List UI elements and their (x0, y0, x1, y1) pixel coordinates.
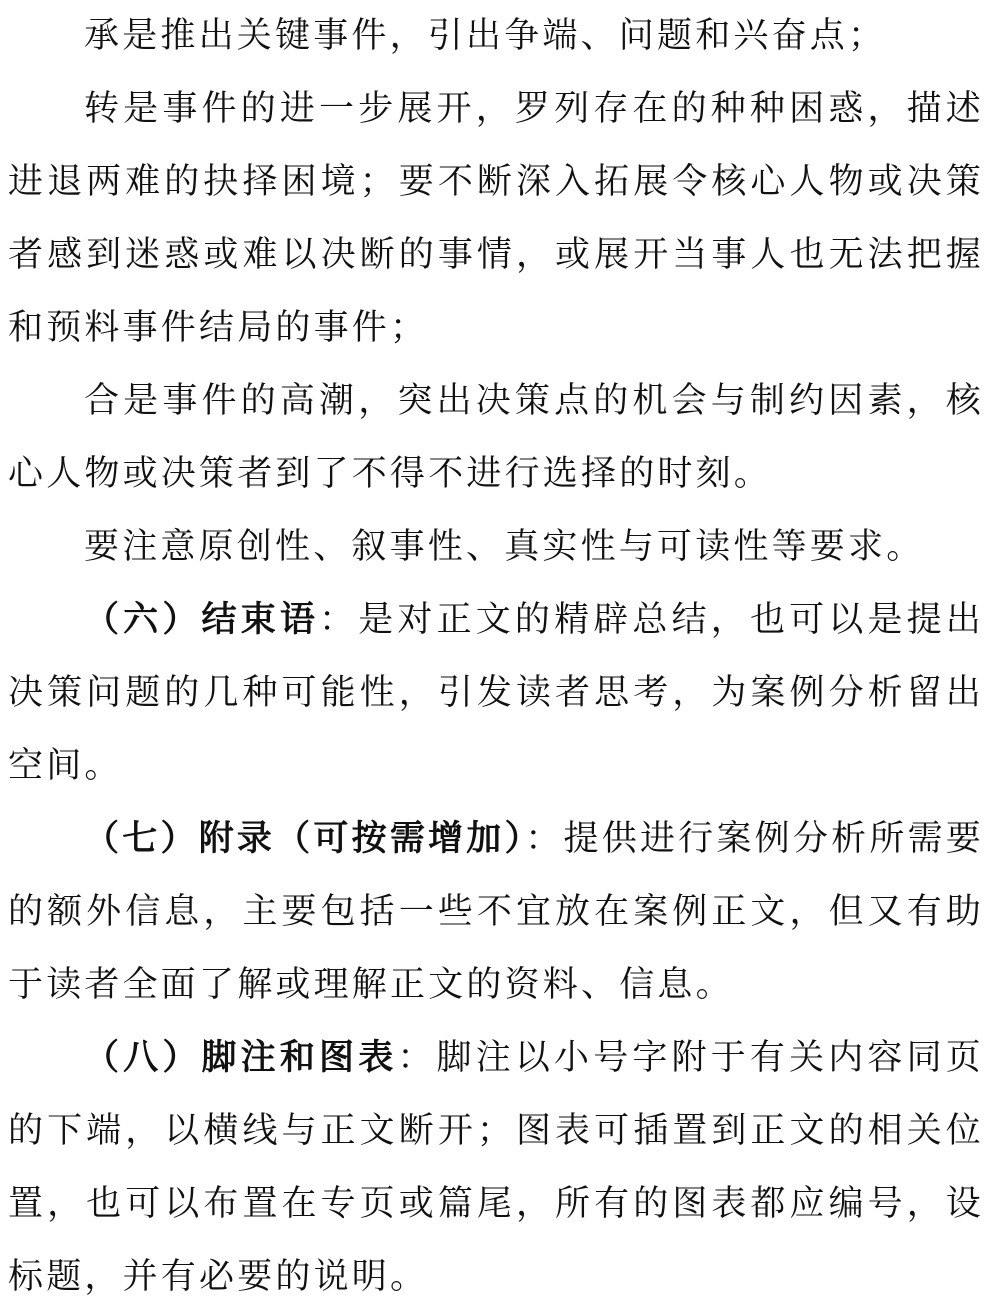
paragraph-text: 转是事件的进一步展开，罗列存在的种种困惑，描述进退两难的抉择困境；要不断深入拓展令核心人物或决策者感到迷惑或难以决断的事情，或展开当事人也无法把握和预料事件结局的事件； (8, 89, 984, 348)
paragraph-text: 承是推出关键事件，引出争端、问题和兴奋点； (84, 16, 887, 56)
section-heading: （八）脚注和图表 (84, 1038, 398, 1078)
paragraph-text: ：提供进行案例分析所需要的额外信息，主要包括一些不宜放在案例正文，但又有助于读者全面了解或理解正文的资料、信息。 (8, 819, 984, 1005)
section-footnotes-figures (8, 1022, 984, 1314)
paragraph-he (8, 365, 984, 511)
paragraph-text: 要注意原创性、叙事性、真实性与可读性等要求。 (84, 527, 925, 567)
paragraph-text: ：是对正文的精辟总结，也可以是提出决策问题的几种可能性，引发读者思考，为案例分析留出空间。 (8, 600, 985, 786)
paragraph-text: 合是事件的高潮，突出决策点的机会与制约因素，核心人物或决策者到了不得不进行选择的时刻。 (8, 381, 984, 494)
section-heading: （七）附录（可按需增加） (84, 819, 526, 859)
document-body (8, 0, 984, 1314)
paragraph-zhuan (8, 73, 984, 365)
paragraph-text: ：脚注以小号字附于有关内容同页的下端，以横线与正文断开；图表可插置到正文的相关位置，也可以布置在专页或篇尾，所有的图表都应编号，设标题，并有必要的说明。 (8, 1038, 984, 1297)
section-heading: （六）结束语 (84, 600, 320, 640)
paragraph-cheng (8, 0, 984, 73)
section-conclusion (8, 584, 984, 803)
paragraph-requirements (8, 511, 984, 584)
section-appendix (8, 803, 984, 1022)
